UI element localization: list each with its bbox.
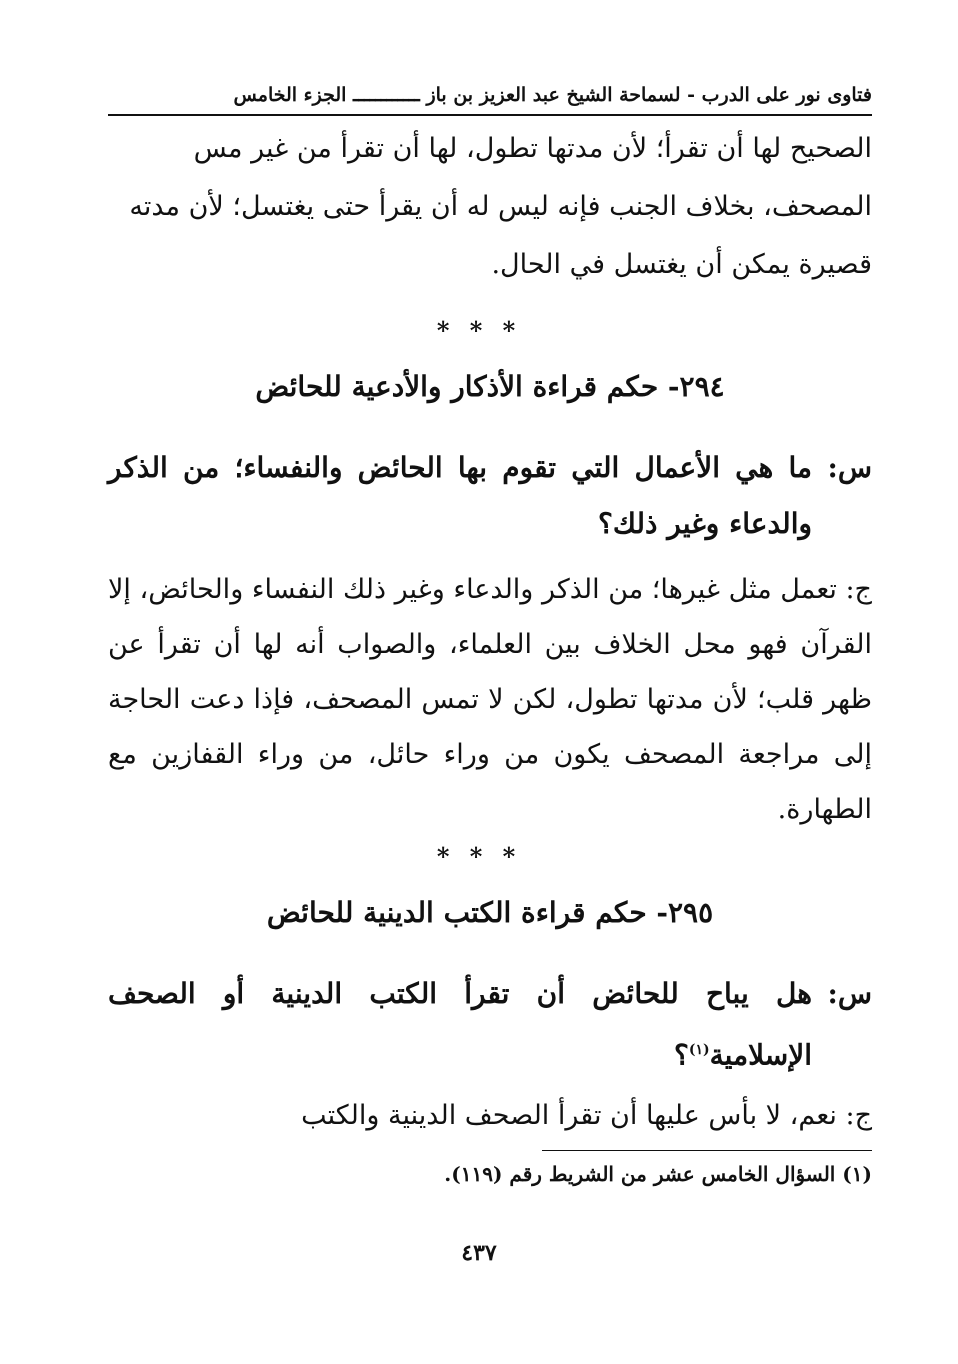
intro-paragraph — [108, 120, 872, 294]
question-mark: ؟ — [673, 1038, 689, 1072]
intro-line: المصحف، بخلاف الجنب فإنه ليس له أن يقرأ حتى يغتسل؛ لأن مدته — [129, 191, 872, 222]
section-separator: * * * — [436, 842, 522, 871]
question-294 — [108, 440, 872, 552]
page-number: ٤٣٧ — [461, 1240, 497, 1266]
question-295 — [108, 966, 872, 1083]
running-header-text: فتاوى نور على الدرب - لسماحة الشيخ عبد العزيز بن باز ــــــــــــ الجزء الخامس — [233, 84, 872, 106]
answer-294: ج: تعمل مثل غيرها؛ من الذكر والدعاء وغير ذلك النفساء والحائض، إلا القرآن فهو محل الخلاف بين العلماء، والصواب أنه لها أن تقرأ عن ظهر قلب؛ لأن مدتها تطول، لكن لا تمس المصحف، فإذا دعت الحاجة إلى مراجعة المصحف يكون من وراء حائل، من وراء القفازين مع الطهارة. — [108, 574, 872, 825]
footnote-reference: (١) — [688, 1042, 710, 1058]
answer-295: ج: نعم، لا بأس عليها أن تقرأ الصحف الدينية والكتب — [301, 1100, 872, 1131]
footnote-divider — [542, 1150, 872, 1151]
running-header — [108, 80, 872, 116]
question-text-main: هل يباح للحائض أن تقرأ الكتب الدينية أو الصحف الإسلامية — [108, 977, 812, 1072]
intro-line: الصحيح لها أن تقرأ؛ لأن مدتها تطول، لها أن تقرأ من غير مس — [193, 133, 872, 164]
intro-line: قصيرة يمكن أن يغتسل في الحال. — [491, 249, 872, 280]
section-title-295: ٢٩٥- حكم قراءة الكتب الدينية للحائض — [266, 896, 714, 929]
question-label: س: — [827, 451, 872, 484]
question-text: ما هي الأعمال التي تقوم بها الحائض والنفساء؛ من الذكر والدعاء وغير ذلك؟ — [108, 451, 812, 540]
section-separator: * * * — [436, 316, 522, 345]
question-label: س: — [827, 977, 872, 1010]
section-title-294: ٢٩٤- حكم قراءة الأذكار والأدعية للحائض — [255, 370, 725, 403]
footnote: (١) السؤال الخامس عشر من الشريط رقم (١١٩). — [444, 1162, 872, 1186]
question-text — [108, 966, 812, 1083]
